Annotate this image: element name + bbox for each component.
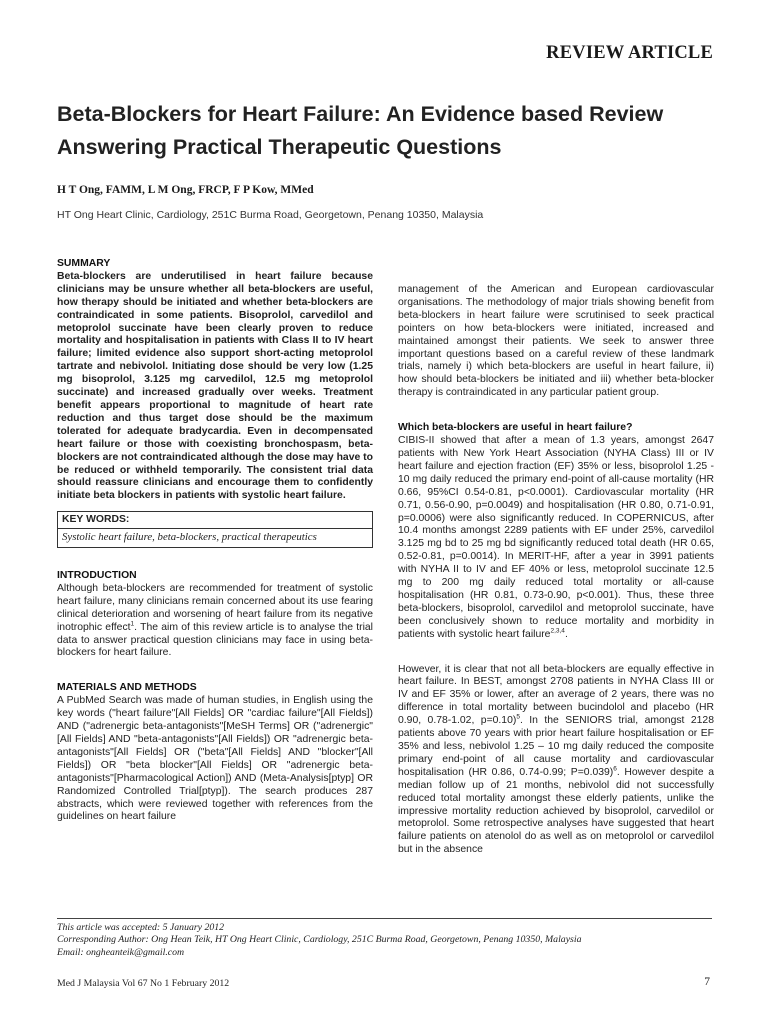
which-betablockers-heading: Which beta-blockers are useful in heart failure? [398, 422, 633, 434]
keywords-heading: KEY WORDS: [58, 514, 372, 529]
introduction-heading: INTRODUCTION [57, 570, 137, 582]
citation-6: 6 [613, 765, 617, 773]
author-email: Email: ongheanteik@gmail.com [57, 946, 185, 958]
footer-notes [57, 922, 712, 959]
keywords-text: Systolic heart failure, beta-blockers, practical therapeutics [62, 531, 317, 544]
summary-heading: SUMMARY [57, 258, 111, 269]
summary-text: Beta-blockers are underutilised in heart failure because clinicians may be unsure whether all beta-blockers are useful, how therapy should be initiated and whether beta-blockers are contraindicated in some patients. Bisoprolol, carvedilol and metoprolol succinate have been clearly proven to reduce mortality and hospitalisation in patients with Class II to IV heart failure; limited evidence also support short-acting metoprolol tartrate and nebivolol. Initiating dose should be very low (1.25 mg bisoprolol, 3.125 mg carvedilol, 12.5 mg metoprolol succinate) and increased gradually over weeks. Treatment benefit appears proportional to magnitude of heart rate reduction and thus target dose should be the maximum tolerated for adequate bradycardia. Even in decompensated heart failure or those with coexisting bronchospasm, beta-blockers are not contraindicated although the dose may have to be reduced or withheld temporarily. The consistent trial data should reassure clinicians and encourage them to confidently initiate beta blockers in patients with systolic heart failure. [57, 270, 373, 502]
however-paragraph: However, it is clear that not all beta-blockers are equally effective in heart failure. In BEST, amongst 2708 patients in NYHA Class III or IV and EF 35% or lower, after an average of 2 years, there was no difference in total mortality between bucindolol and placebo (HR 0.90, 0.78-1.02, p=0.10)$^5$. In the SENIORS trial, amongst 2128 patients above 70 years with prior heart failure hospitalisation or EF 35% and less, nebivolol 1.25 – 10 mg daily reduced the composite primary end-point of all cause mortality and cardiovascular hospitalisation (HR 0.86, 0.74-0.99; P=0.039)$^6$. However despite a median follow up of 21 months, nebivolol did not successfully reduced total mortality amongst these elderly patients, unlike the impressive mortality reduction achieved by bisoprolol, carvedilol or metoprolol. Some retrospective analyses have suggested that heart failure patients on atenolol do as well as on metoprolol or carvedilol but in the absence [398, 663, 714, 856]
citation-2-4: 2,3,4 [550, 627, 565, 635]
page-number: 7 [704, 976, 710, 988]
accepted-date: This article was accepted: 5 January 2012 [57, 922, 225, 933]
section-label: REVIEW ARTICLE [546, 43, 713, 63]
article-title: Beta-Blockers for Heart Failure: An Evidence based Review Answering Practical Therapeutic Questions [57, 102, 664, 159]
right-intro-text: management of the American and European cardiovascular organisations. The methodology of major trials showing benefit from beta-blockers in heart failure were scrutinised to seek practical pointers on how beta-blockers were initiated, increased and maintained amongst their patients. We seek to answer three important questions based on a careful review of these landmark trials, namely i) which beta-blockers are useful in heart failure, ii) how should beta-blockers be initiated and iii) whether beta-blocker therapy is contraindicated in any particular patient group. [398, 284, 714, 399]
keywords-box [57, 511, 373, 548]
affiliation: HT Ong Heart Clinic, Cardiology, 251C Burma Road, Georgetown, Penang 10350, Malaysia [57, 209, 484, 221]
which-betablockers-text: CIBIS-II showed that after a mean of 1.3 years, amongst 2647 patients with New York Heart Association (NYHA Class) III or IV heart failure and ejection fraction (EF) 35% or less, bisoprolol 1.25 - 10 mg daily reduced the primary end-point of all-cause mortality (HR 0.66, 95%CI 0.54-0.81, p<0.0001). Cardiovascular mortality (HR 0.71, 0.56-0.90, p=0.0049) and hospitalisation (HR 0.80, 0.71-0.91, p=0.0006) were also significantly reduced. In COPERNICUS, after 10.4 months amongst 2289 patients with EF under 25%, carvedilol 3.125 mg bd to 25 mg bd significantly reduced total death (HR 0.65, 0.52-0.81, p=0.0014). In MERIT-HF, after a year in 3991 patients with NYHA II to IV and EF 40% or less, metoprolol succinate 12.5 mg to 200 mg daily reduced total mortality or all-cause hospitalisation (HR 0.81, 0.73-0.90, p<0.001). Thus, these three beta-blockers, bisoprolol, carvedilol and metoprolol succinate, have been conclusively shown to reduce mortality and morbidity in patients with systolic heart failure$^{2,3,4}$. [398, 435, 714, 640]
corresponding-author: Corresponding Author: Ong Hean Teik, HT Ong Heart Clinic, Cardiology, 251C Burma Road, Georgetown, Penang 10350, Malaysia [57, 934, 582, 946]
right-column [398, 284, 714, 857]
citation-5: 5 [516, 713, 520, 721]
introduction-text: Although beta-blockers are recommended for treatment of systolic heart failure, many clinicians remain concerned about its use fearing clinical deterioration and worsening of heart failure from its negative inotrophic effect$^1$. The aim of this review article is to analyse the trial data to answer practical question clinicians may face in using beta-blockers for heart failure. [57, 582, 373, 659]
citation-1: 1 [130, 620, 135, 628]
authors: H T Ong, FAMM, L M Ong, FRCP, F P Kow, MMed [57, 184, 314, 196]
left-column [57, 258, 373, 824]
journal-reference: Med J Malaysia Vol 67 No 1 February 2012 [57, 978, 230, 989]
footer-divider [57, 918, 712, 919]
methods-text: A PubMed Search was made of human studies, in English using the key words ("heart failure"[All Fields] OR "cardiac failure"[All Fields]) AND ("adrenergic beta-antagonists"[MeSH Terms] OR ("adrenergic"[All Fields] AND "beta-antagonists"[All Fields]) OR "adrenergic beta-antagonists"[All Fields] OR ("beta"[All Fields] AND "blocker"[All Fields]) OR "beta blocker"[All Fields] OR "adrenergic beta-antagonists"[Pharmacological Action]) AND (Meta-Analysis[ptyp] OR Randomized Controlled Trial[ptyp]). The search produces 287 abstracts, which were reviewed together with references from the guidelines on heart failure [57, 695, 373, 823]
methods-heading: MATERIALS AND METHODS [57, 682, 197, 694]
